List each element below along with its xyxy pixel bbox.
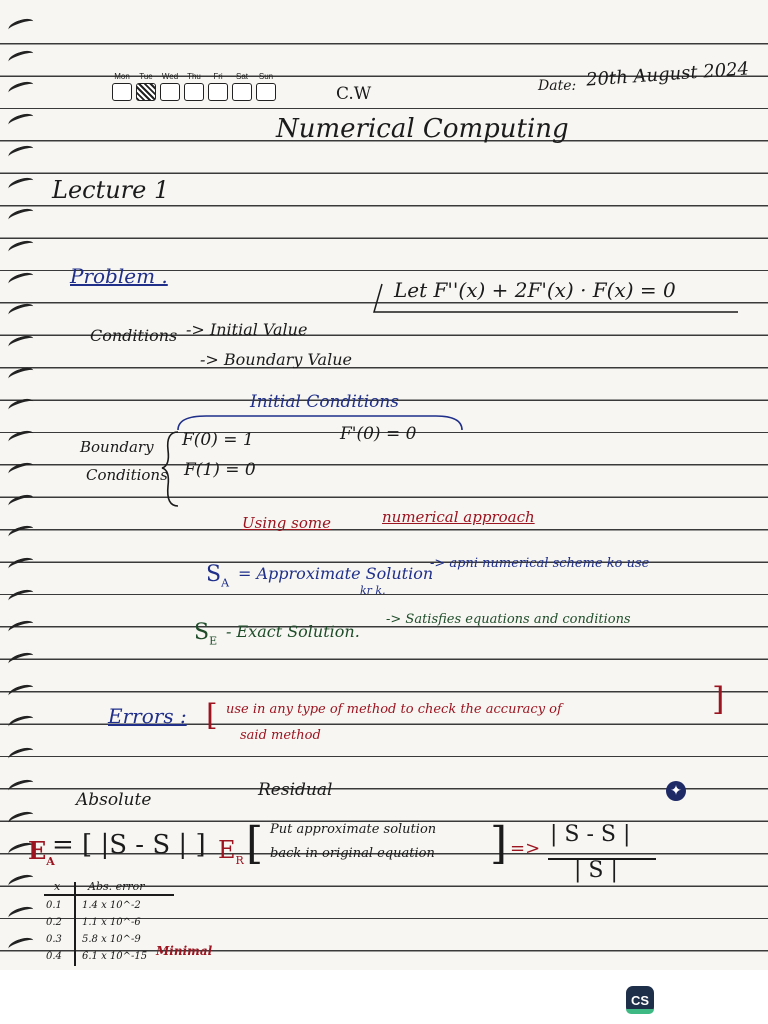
using-some-text: Using some [242, 514, 331, 532]
errors-description: use in any type of method to check the accuracy of [226, 702, 562, 717]
binding-ring [7, 555, 35, 573]
table-cell-x: 0.3 [46, 934, 62, 945]
binding-ring [7, 777, 35, 795]
errors-bracket-open: [ [206, 698, 218, 733]
binding-ring [7, 397, 35, 415]
camscanner-logo: CS [626, 986, 654, 1014]
weekday-label: Thu [187, 72, 201, 81]
weekday-label: Fri [213, 72, 223, 81]
weekday-label: Mon [114, 72, 130, 81]
conditions-sublabel: Conditions [86, 466, 168, 484]
weekday-box [208, 83, 228, 101]
binding-ring [7, 16, 35, 34]
fraction-numerator: | S - S | [550, 822, 631, 847]
sa-note: -> apni numerical scheme ko use [430, 556, 650, 571]
equation-bracket [368, 280, 748, 320]
lecture-heading: Lecture 1 [52, 176, 170, 204]
boundary-value-item: -> Boundary Value [200, 350, 352, 369]
weekday-thu [184, 72, 204, 101]
table-cell-error: 1.1 x 10^-6 [82, 917, 141, 928]
weekday-box [112, 83, 132, 101]
weekday-fri [208, 72, 228, 101]
er-text-2: back in original equation [270, 846, 435, 861]
initial-value-item: -> Initial Value [186, 320, 308, 339]
weekday-label: Wed [161, 72, 179, 81]
binding-ring [7, 80, 35, 98]
sa-symbol: $S_A$ [206, 562, 230, 590]
implies-arrow: => [510, 838, 541, 859]
boundary-brace [160, 430, 182, 510]
weekday-label: Tue [139, 72, 153, 81]
f0-condition: F(0) = 1 [182, 430, 254, 450]
er-label: $E_R$ [218, 836, 244, 867]
binding-ring [7, 809, 35, 827]
binding-ring [7, 523, 35, 541]
binding-ring [7, 619, 35, 637]
table-cell-x: 0.1 [46, 900, 62, 911]
numerical-approach-text: numerical approach [382, 508, 535, 526]
binding-ring [7, 365, 35, 383]
weekday-mon [112, 72, 132, 101]
binding-ring [7, 238, 35, 256]
errors-description-2: said method [240, 728, 321, 743]
ea-formula: = [ |S - S | ] [52, 830, 206, 860]
date-value: 20th August 2024 [585, 58, 750, 91]
table-header-cell: Abs. error [88, 880, 145, 893]
binding-ring [7, 270, 35, 288]
weekday-tue [136, 72, 156, 101]
binding-ring [7, 143, 35, 161]
binding-ring [7, 904, 35, 922]
weekday-label: Sat [235, 72, 248, 81]
date-label: Date: [538, 78, 577, 94]
cw-label: C.W [336, 84, 372, 104]
table-cell-error: 1.4 x 10^-2 [82, 900, 141, 911]
boundary-label: Boundary [80, 438, 154, 456]
conditions-label: Conditions [90, 326, 178, 345]
table-cell-x: 0.2 [46, 917, 62, 928]
table-cell-error: 6.1 x 10^-15 [82, 951, 148, 962]
ea-label: $E_A$ [28, 836, 55, 868]
weekday-selector [112, 72, 276, 101]
er-bracket-open: [ [246, 818, 264, 869]
errors-label: Errors : [108, 704, 187, 728]
weekday-box [184, 83, 204, 101]
sa-definition: = Approximate Solution [238, 564, 434, 583]
table-cell-x: 0.4 [46, 951, 62, 962]
binding-ring [7, 460, 35, 478]
binding-ring [7, 302, 35, 320]
page-title: Numerical Computing [276, 114, 569, 144]
spiral-binding [8, 8, 38, 968]
er-text-1: Put approximate solution [270, 822, 437, 837]
weekday-sat [232, 72, 252, 101]
binding-ring [7, 206, 35, 224]
star-icon: ✦ [666, 781, 686, 801]
weekday-box [136, 83, 156, 101]
problem-label: Problem . [70, 264, 168, 288]
se-note: -> Satisfies equations and conditions [386, 612, 631, 627]
binding-ring [7, 714, 35, 732]
binding-ring [7, 428, 35, 446]
table-header-cell: x [54, 880, 61, 893]
fprime0-condition: F'(0) = 0 [340, 424, 417, 444]
residual-label: Residual [258, 780, 333, 800]
binding-ring [7, 936, 35, 954]
sa-note-2: kr k. [360, 584, 386, 597]
minimal-note: Minimal [156, 944, 213, 958]
binding-ring [7, 333, 35, 351]
binding-ring [7, 492, 35, 510]
weekday-sun [256, 72, 276, 101]
binding-ring [7, 682, 35, 700]
f1-condition: F(1) = 0 [184, 460, 256, 480]
binding-ring [7, 175, 35, 193]
binding-ring [7, 587, 35, 605]
errors-bracket-close: ] [712, 680, 725, 718]
binding-ring [7, 111, 35, 129]
weekday-box [256, 83, 276, 101]
binding-ring [7, 872, 35, 890]
absolute-label: Absolute [76, 790, 152, 810]
se-symbol: $S_E$ [194, 620, 218, 648]
binding-ring [7, 48, 35, 66]
se-definition: - Exact Solution. [226, 622, 360, 641]
er-bracket-close: ] [490, 818, 508, 869]
binding-ring [7, 650, 35, 668]
weekday-box [160, 83, 180, 101]
initial-conditions-heading: Initial Conditions [250, 392, 400, 412]
fraction-denominator: | S | [574, 858, 618, 883]
weekday-label: Sun [258, 72, 274, 81]
binding-ring [7, 745, 35, 763]
weekday-wed [160, 72, 180, 101]
table-cell-error: 5.8 x 10^-9 [82, 934, 141, 945]
weekday-box [232, 83, 252, 101]
problem-equation: Let F''(x) + 2F'(x) · F(x) = 0 [394, 278, 676, 302]
